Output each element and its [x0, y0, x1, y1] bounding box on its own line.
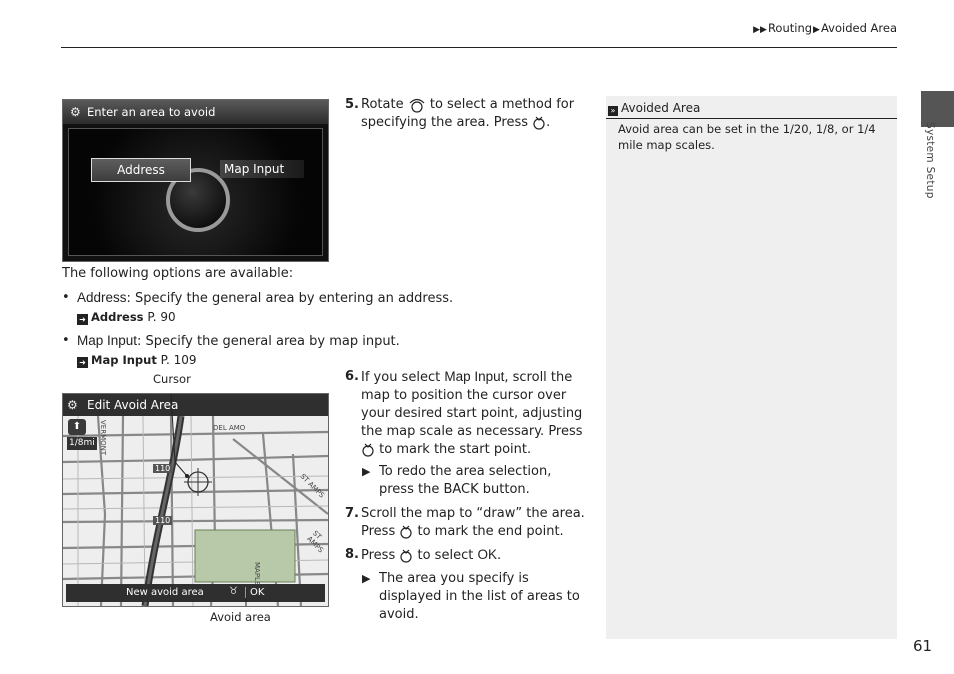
step-text: to select a method for specifying the area. Press [361, 97, 575, 130]
screenshot-edit-avoid-area [62, 393, 329, 607]
step-number: 8. [345, 547, 359, 562]
bullet: • [62, 333, 70, 348]
freeway-shield: 110 [155, 516, 171, 525]
sidebar-body: Avoid area can be set in the 1/20, 1/8, or 1/4 mile map scales. [618, 122, 876, 152]
xref-map-input[interactable] [77, 351, 453, 369]
street-label: VERMONT [99, 420, 107, 456]
press-knob-icon [399, 548, 413, 563]
rotate-knob-icon [408, 97, 426, 113]
xref-arrow-icon: ➜ [77, 357, 88, 368]
sidebar-rule [606, 118, 897, 119]
option-label: Address [77, 290, 127, 305]
arrow-right-icon: ▶ [813, 25, 820, 35]
step-number: 6. [345, 369, 359, 384]
option-label: Map Input [77, 333, 138, 348]
step-text: Rotate [361, 97, 404, 112]
press-knob-icon [532, 115, 546, 130]
note-text: The area you specify is displayed in the list of areas to avoid. [379, 571, 580, 622]
step-number: 7. [345, 506, 359, 521]
options-intro: The following options are available: [62, 266, 294, 281]
note-8 [362, 570, 582, 624]
step-5 [345, 96, 585, 132]
screen-title: Enter an area to avoid [87, 105, 216, 119]
step-text: Press [361, 548, 396, 563]
step-8 [345, 546, 585, 565]
screen-header [63, 100, 328, 124]
screen-title: Edit Avoid Area [87, 398, 179, 412]
screenshot-enter-area [62, 99, 329, 262]
arrow-right-icon: ▶ [362, 572, 371, 585]
section-label: System Setup [924, 122, 936, 199]
street-label: MAPLE [253, 562, 261, 586]
arrow-right-icon: ▶ [362, 465, 371, 478]
ui-map-input: Map Input [444, 369, 505, 384]
breadcrumb-avoided-area[interactable]: Avoided Area [820, 21, 897, 35]
step-number: 5. [345, 97, 359, 112]
street-label: DEL AMO [213, 424, 246, 432]
breadcrumb-routing[interactable]: Routing [767, 21, 813, 35]
note-text: To redo the area selection, press the BACK button. [379, 464, 552, 497]
gear-icon: ⚙ [67, 398, 78, 412]
step-6 [345, 368, 585, 459]
gear-icon: ⚙ [70, 105, 81, 119]
caption-cursor: Cursor [153, 372, 191, 386]
street-label: ST AMPS [298, 472, 326, 500]
xref-address[interactable] [77, 308, 453, 326]
note-6 [362, 463, 582, 499]
xref-title: Address [91, 310, 144, 324]
step-text: . [496, 548, 502, 563]
option-desc: : Specify the general area by map input. [137, 334, 400, 349]
xref-page: P. 109 [160, 353, 197, 367]
compass-icon[interactable]: ⬆ [68, 419, 86, 435]
step-text: , scroll the map to position the cursor over your desired start point, adjusting the map scale as necessary. Press [361, 370, 583, 439]
bullet: • [62, 290, 70, 305]
options-list [62, 265, 453, 369]
xref-title: Map Input [91, 353, 157, 367]
xref-arrow-icon: ➜ [77, 314, 88, 325]
breadcrumb [752, 21, 897, 35]
xref-page: P. 90 [147, 310, 176, 324]
step-text: to mark the end point. [417, 524, 564, 539]
option-address [62, 289, 453, 326]
freeway-shield: 110 [155, 464, 171, 473]
header-rule [61, 47, 897, 48]
option-desc: : Specify the general area by entering an address. [126, 291, 454, 306]
press-knob-icon [361, 442, 375, 457]
ui-ok: OK [477, 547, 497, 562]
note-icon: » [608, 106, 618, 116]
map-scale: 1/8mi [69, 438, 95, 448]
street-label: ST AMPS [305, 529, 325, 555]
press-knob-icon: ♉ [229, 586, 238, 597]
step-text: . [546, 115, 551, 130]
step-text: Scroll the map to “draw” the area. Press [361, 506, 585, 539]
step-7 [345, 505, 585, 541]
sidebar-note [606, 96, 897, 639]
step-text: to mark the start point. [379, 442, 532, 457]
caption-avoid-area: Avoid area [210, 610, 271, 624]
ok-button[interactable]: OK [245, 587, 264, 598]
map-input-button[interactable]: Map Input [220, 160, 304, 178]
sidebar-title [608, 101, 700, 116]
press-knob-icon [399, 524, 413, 539]
step-text: to select [417, 548, 474, 563]
step-text: If you select [361, 370, 441, 385]
option-map-input [62, 332, 453, 369]
sidebar-title-text: Avoided Area [621, 101, 701, 115]
page-number: 61 [913, 637, 933, 655]
new-avoid-area-label: New avoid area [126, 587, 204, 598]
address-button[interactable]: Address [91, 158, 191, 182]
arrow-right-icon: ▶▶ [753, 25, 767, 35]
